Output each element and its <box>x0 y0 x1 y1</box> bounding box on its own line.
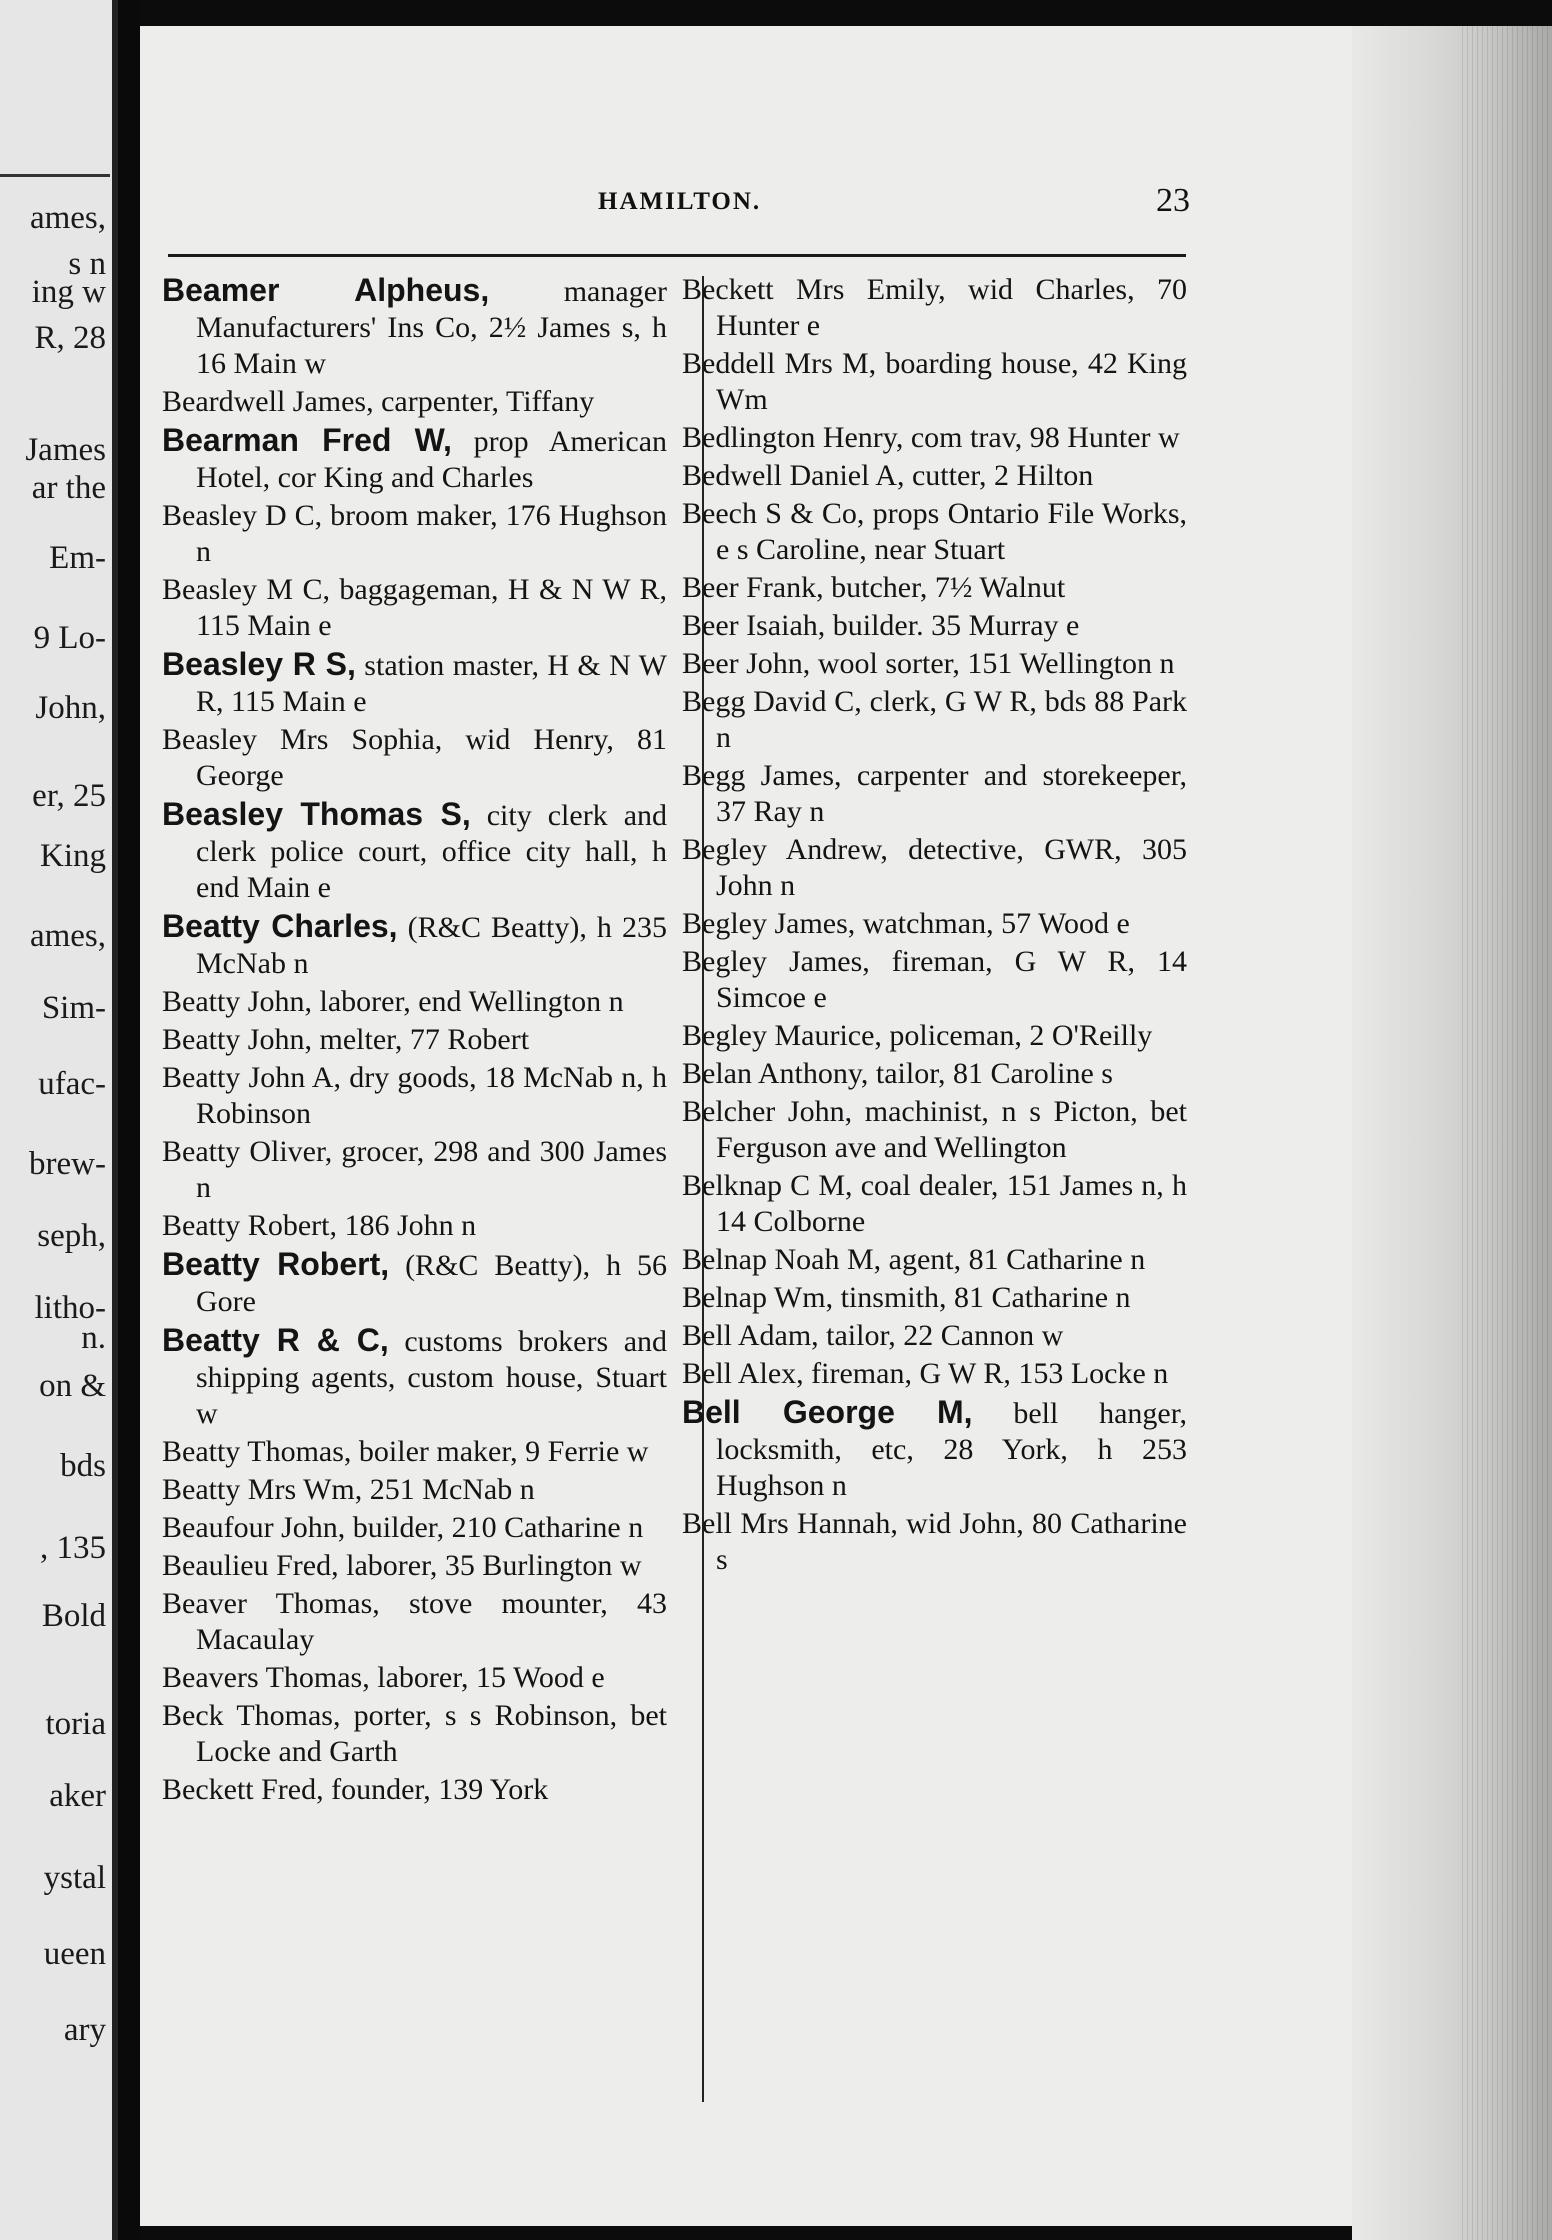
directory-entry <box>162 1060 667 1132</box>
previous-page-fragment: Bold <box>41 1598 106 1634</box>
previous-page-fragment: King <box>40 838 106 874</box>
entry-details: grocer, 298 and 300 James n <box>196 1135 668 1204</box>
directory-entry <box>682 1242 1187 1278</box>
previous-page-fragment: James <box>25 432 106 468</box>
directory-entry <box>162 646 667 720</box>
previous-page-fragment: s n <box>68 246 106 282</box>
page-header <box>140 182 1552 222</box>
entry-details: cutter, 2 Hilton <box>904 459 1094 492</box>
entry-name: Beasley D C, <box>162 499 323 532</box>
entry-name: Beaulieu Fred, <box>162 1549 339 1582</box>
entry-details: wid John, 80 Catharine s <box>716 1507 1187 1576</box>
previous-page-fragment: bds <box>60 1448 106 1484</box>
directory-entry <box>162 984 667 1020</box>
directory-entry <box>682 1168 1187 1240</box>
entry-name: Bell Mrs Hannah, <box>682 1507 898 1540</box>
entry-details: agent, 81 Catharine n <box>881 1243 1146 1276</box>
entry-details: fireman, G W R, 14 Simcoe e <box>716 945 1187 1014</box>
directory-entry <box>682 684 1187 756</box>
entry-name: Beasley Mrs Sophia, <box>162 723 443 756</box>
previous-page-fragment: ueen <box>43 1936 106 1972</box>
directory-entry <box>682 1094 1187 1166</box>
header-rule <box>168 254 1186 257</box>
entry-details: watchman, 57 Wood e <box>855 907 1130 940</box>
entry-details: laborer, 35 Burlington w <box>338 1549 642 1582</box>
entry-name: Beaufour John, <box>162 1511 346 1544</box>
entry-name: Bell Alex, <box>682 1357 804 1390</box>
entry-name: Belcher John, <box>682 1095 853 1128</box>
entry-details: station master, H & N W R, 115 Main e <box>196 649 667 718</box>
directory-entry <box>682 272 1187 344</box>
directory-entry <box>162 272 667 382</box>
entry-name: Belknap C M, <box>682 1169 853 1202</box>
previous-page-fragment: ystal <box>43 1860 106 1896</box>
entry-details: clerk, G W R, bds 88 Park n <box>716 685 1187 754</box>
entry-details: carpenter, Tiffany <box>373 385 595 418</box>
directory-entry <box>162 498 667 570</box>
directory-entry <box>682 758 1187 830</box>
directory-entry <box>682 1018 1187 1054</box>
previous-page-fragment: aker <box>49 1778 106 1814</box>
entry-details: boiler maker, 9 Ferrie w <box>351 1435 649 1468</box>
entry-name: Beatty John A, <box>162 1061 341 1094</box>
directory-entry <box>162 1434 667 1470</box>
entry-details: city clerk and clerk police court, office city hall, h end Main e <box>196 799 668 904</box>
directory-entry <box>162 722 667 794</box>
entry-details: fireman, G W R, 153 Locke n <box>803 1357 1169 1390</box>
entry-name: Belnap Noah M, <box>682 1243 882 1276</box>
previous-page-fragment: brew- <box>29 1146 106 1182</box>
entry-name: Begley Maurice, <box>682 1019 882 1052</box>
entry-details: wool sorter, 151 Wellington n <box>810 647 1175 680</box>
entry-details: laborer, 15 Wood e <box>369 1661 605 1694</box>
entry-name: Beer John, <box>682 647 811 680</box>
directory-entry <box>162 572 667 644</box>
previous-page-fragment: toria <box>45 1706 106 1742</box>
entry-details: policeman, 2 O'Reilly <box>881 1019 1153 1052</box>
entry-details: boarding house, 42 King Wm <box>716 347 1187 416</box>
entry-details: 186 John n <box>336 1209 477 1242</box>
entry-name: Belan Anthony, <box>682 1057 869 1090</box>
entry-details: founder, 139 York <box>323 1773 549 1806</box>
entry-name: Beasley M C, <box>162 573 330 606</box>
entry-details: baggageman, H & N W R, 115 Main e <box>196 573 667 642</box>
entry-details: broom maker, 176 Hughson n <box>196 499 668 568</box>
entry-name: Bedlington Henry, <box>682 421 904 454</box>
directory-entry <box>682 832 1187 904</box>
entry-name: Beckett Fred, <box>162 1773 324 1806</box>
entry-name: Beatty Thomas, <box>162 1435 352 1468</box>
directory-entry <box>162 1208 667 1244</box>
directory-entry <box>162 1322 667 1432</box>
previous-page-fragment: n. <box>81 1320 106 1356</box>
entry-details: laborer, end Wellington n <box>312 985 624 1018</box>
previous-page-fragment: ar the <box>31 470 106 506</box>
entry-details: builder. 35 Murray e <box>825 609 1080 642</box>
entry-name: Bedwell Daniel A, <box>682 459 905 492</box>
entry-name: Beddell Mrs M, <box>682 347 877 380</box>
directory-entry <box>162 1772 667 1808</box>
entry-name: Beatty John, <box>162 985 312 1018</box>
directory-entry <box>682 1280 1187 1316</box>
entry-details: carpenter and storekeeper, 37 Ray n <box>716 759 1187 828</box>
directory-entry <box>162 422 667 496</box>
directory-entry <box>682 1356 1187 1392</box>
previous-page-fragment: ary <box>63 2012 106 2048</box>
entry-name: Beatty R & C, <box>162 1322 389 1358</box>
directory-entry <box>682 1318 1187 1354</box>
previous-page-fragment: ing w <box>31 274 106 310</box>
directory-entry <box>682 346 1187 418</box>
running-head: HAMILTON. <box>598 188 762 215</box>
entry-details: com trav, 98 Hunter w <box>903 421 1180 454</box>
entry-name: Beatty John, <box>162 1023 312 1056</box>
entry-name: Bell Adam, <box>682 1319 819 1352</box>
directory-entry <box>162 1472 667 1508</box>
directory-entry <box>682 608 1187 644</box>
entry-details: coal dealer, 151 James n, h 14 Colborne <box>716 1169 1187 1238</box>
directory-entry <box>162 796 667 906</box>
directory-entry <box>162 1134 667 1206</box>
directory-entry <box>682 570 1187 606</box>
entry-details: (R&C Beatty), h 235 McNab n <box>196 911 667 980</box>
directory-entry <box>682 420 1187 456</box>
directory-entry <box>682 646 1187 682</box>
entry-name: Begg James, <box>682 759 842 792</box>
entry-details: customs brokers and shipping agents, custom house, Stuart w <box>196 1325 668 1430</box>
entry-name: Beatty Oliver, <box>162 1135 333 1168</box>
directory-entry <box>162 1586 667 1658</box>
directory-entry <box>162 1022 667 1058</box>
entry-details: tailor, 22 Cannon w <box>818 1319 1064 1352</box>
previous-page-fragment: R, 28 <box>34 320 106 356</box>
entry-details: wid Charles, 70 Hunter e <box>716 273 1187 342</box>
entry-details: wid Henry, 81 George <box>196 723 668 792</box>
previous-page-fragment: , 135 <box>40 1530 106 1566</box>
previous-page-fragment: seph, <box>37 1218 106 1254</box>
previous-page-rule <box>0 174 110 177</box>
entry-name: Beaver Thomas, <box>162 1587 380 1620</box>
entry-details: props Ontario File Works, e s Caroline, near Stuart <box>716 497 1187 566</box>
entry-details: manager Manufacturers' Ins Co, 2½ James s, h 16 Main w <box>196 275 667 380</box>
previous-page-fragment: ames, <box>29 200 106 236</box>
entry-name: Beardwell James, <box>162 385 374 418</box>
entry-name: Beavers Thomas, <box>162 1661 370 1694</box>
previous-page-fragment: ufac- <box>38 1066 106 1102</box>
entry-details: dry goods, 18 McNab n, h Robinson <box>196 1061 667 1130</box>
entry-details: tinsmith, 81 Catharine n <box>833 1281 1131 1314</box>
directory-page <box>140 26 1552 2226</box>
directory-entry <box>682 1394 1187 1504</box>
binding-gutter <box>118 0 140 2240</box>
page-edge-stack <box>1352 26 1552 2240</box>
entry-details: detective, GWR, 305 John n <box>716 833 1187 902</box>
directory-entry <box>682 944 1187 1016</box>
previous-page-fragment: litho- <box>34 1290 106 1326</box>
entry-name: Beatty Charles, <box>162 908 398 944</box>
directory-entry <box>682 906 1187 942</box>
previous-page-fragment: John, <box>35 690 106 726</box>
directory-entry <box>162 1698 667 1770</box>
directory-entry <box>682 458 1187 494</box>
directory-entry <box>162 1510 667 1546</box>
entry-name: Bearman Fred W, <box>162 422 452 458</box>
entry-details: porter, s s Robinson, bet Locke and Garth <box>196 1699 667 1768</box>
directory-entry <box>162 1246 667 1320</box>
entry-details: builder, 210 Catharine n <box>345 1511 644 1544</box>
entry-details: machinist, n s Picton, bet Ferguson ave and Wellington <box>716 1095 1187 1164</box>
entry-details: melter, 77 Robert <box>312 1023 530 1056</box>
previous-page-sliver <box>0 0 118 2240</box>
entry-details: 251 McNab n <box>362 1473 535 1506</box>
entry-name: Belnap Wm, <box>682 1281 834 1314</box>
page-number: 23 <box>1156 182 1190 219</box>
previous-page-fragment: er, 25 <box>32 778 106 814</box>
entry-details: (R&C Beatty), h 56 Gore <box>196 1249 667 1318</box>
previous-page-fragment: on & <box>39 1368 106 1404</box>
entry-name: Beckett Mrs Emily, <box>682 273 946 306</box>
directory-entry <box>162 908 667 982</box>
entry-name: Beck Thomas, <box>162 1699 341 1732</box>
previous-page-fragment: Sim- <box>41 990 106 1026</box>
entry-details: bell hanger, locksmith, etc, 28 York, h 253 Hughson n <box>716 1397 1188 1502</box>
entry-details: stove mounter, 43 Macaulay <box>196 1587 667 1656</box>
entry-name: Beer Frank, <box>682 571 824 604</box>
directory-entry <box>682 1056 1187 1092</box>
left-column <box>162 272 667 1810</box>
entry-name: Beech S & Co, <box>682 497 865 530</box>
entry-name: Beatty Robert, <box>162 1209 337 1242</box>
entry-details: prop American Hotel, cor King and Charles <box>196 425 668 494</box>
directory-entry <box>682 496 1187 568</box>
directory-entry <box>682 1506 1187 1578</box>
previous-page-fragment: ames, <box>29 918 106 954</box>
entry-name: Beasley R S, <box>162 646 356 682</box>
entry-name: Bell George M, <box>682 1394 973 1430</box>
previous-page-fragment: Em- <box>49 540 106 576</box>
entry-name: Begg David C, <box>682 685 862 718</box>
entry-name: Beasley Thomas S, <box>162 796 471 832</box>
entry-name: Beatty Mrs Wm, <box>162 1473 363 1506</box>
entry-name: Beer Isaiah, <box>682 609 826 642</box>
entry-name: Beamer Alpheus, <box>162 272 490 308</box>
directory-entry <box>162 1548 667 1584</box>
entry-details: tailor, 81 Caroline s <box>868 1057 1113 1090</box>
previous-page-fragment: 9 Lo- <box>33 620 106 656</box>
entry-name: Beatty Robert, <box>162 1246 390 1282</box>
directory-entry <box>162 1660 667 1696</box>
right-column <box>682 272 1187 1580</box>
directory-entry <box>162 384 667 420</box>
entry-name: Begley James, <box>682 907 856 940</box>
entry-name: Begley Andrew, <box>682 833 888 866</box>
entry-name: Begley James, <box>682 945 870 978</box>
entry-details: butcher, 7½ Walnut <box>823 571 1066 604</box>
